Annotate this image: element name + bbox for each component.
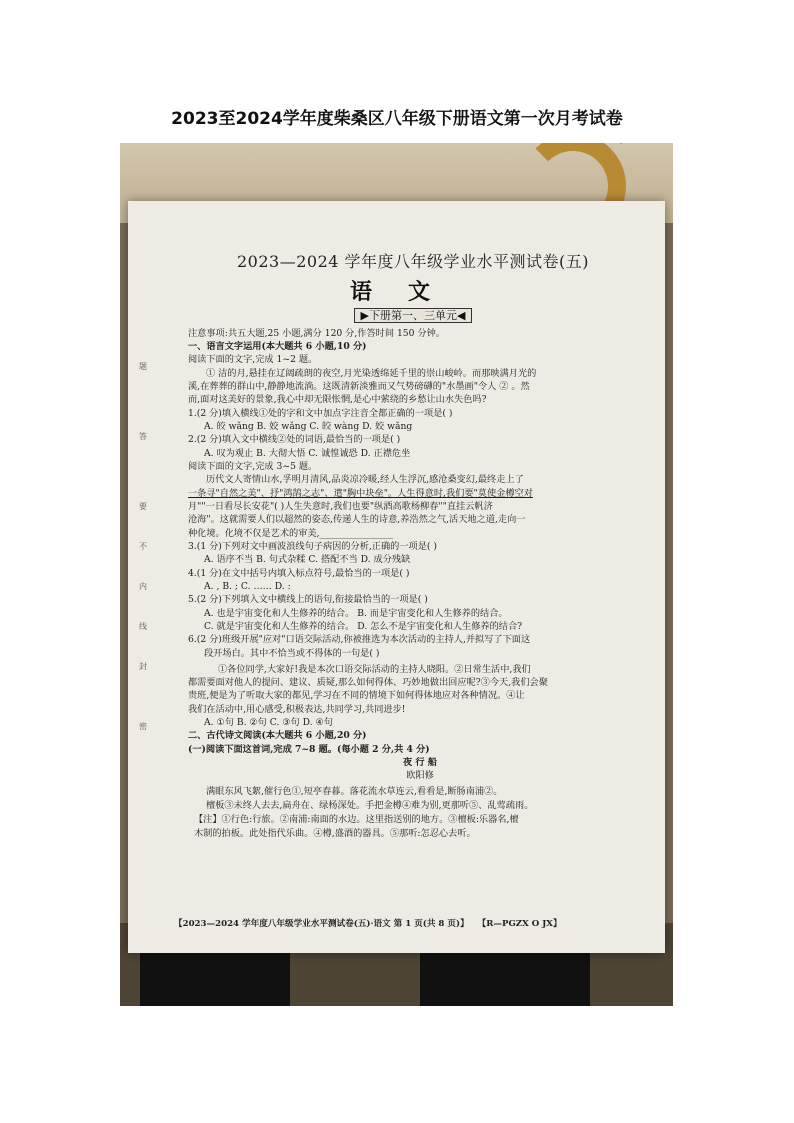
binding-char: 答 bbox=[139, 432, 147, 441]
question-line: 5.(2 分)下列填入文中横线上的语句,衔接最恰当的一项是( ) bbox=[188, 594, 428, 605]
instruction-line: 阅读下面的文字,完成 3~5 题。 bbox=[188, 461, 318, 472]
question-line: 4.(1 分)在文中括号内填入标点符号,最恰当的一项是( ) bbox=[188, 568, 410, 579]
page-title: 2023至2024学年度柴桑区八年级下册语文第一次月考试卷 bbox=[171, 109, 623, 129]
question-line: 6.(2 分)班级开展"应对"口语交际活动,你被推选为本次活动的主持人,并拟写了下面这 bbox=[188, 634, 531, 645]
binding-char: 要 bbox=[139, 502, 147, 511]
exam-paper bbox=[128, 201, 665, 953]
option-line: A. ①句 B. ②句 C. ③句 D. ④句 bbox=[204, 717, 333, 728]
passage-line: 历代文人寄情山水,孚明月清风,品炎凉冷暖,经人生浮沉,感沧桑变幻,最终走上了 bbox=[206, 474, 524, 485]
binding-margin bbox=[136, 221, 156, 781]
exam-subject: 语文 bbox=[349, 279, 466, 305]
passage-line: 溪,在葬葬的群山中,静静地流淌。这既清新淡雅而又气势磅礴的"水墨画"令人 ② 。然 bbox=[188, 381, 530, 392]
poem-author: 欧阳修 bbox=[406, 770, 434, 781]
passage-line: ①各位同学,大家好!我是本次口语交际活动的主持人晓阳。②日常生活中,我们 bbox=[218, 664, 531, 675]
question-line: 段开场白。其中不恰当或不得体的一句是( ) bbox=[204, 648, 380, 659]
option-line: C. 就是宇宙变化和人生修养的结合。 D. 怎么不是宇宙变化和人生修养的结合? bbox=[204, 621, 523, 632]
passage-line: 而,面对这美好的景象,我心中却无限怅惘,是心中萦绕的乡愁让山水失色吗? bbox=[188, 394, 487, 405]
poem-line: 檀板③未终人去去,扁舟在、绿杨深处。手把金樽④难为别,更那听⑤、乱莺疏雨。 bbox=[206, 800, 534, 811]
note-line: 【注】①行色:行旅。②南浦:南面的水边。这里指送别的地方。③檀板:乐器名,檀 bbox=[194, 814, 519, 825]
question-line: 3.(1 分)下列对文中画波浪线句子病因的分析,正确的一项是( ) bbox=[188, 541, 438, 552]
binding-char: 密 bbox=[139, 722, 147, 731]
footer-info: 【2023—2024 学年度八年级学业水平测试卷(五)·语文 第 1 页(共 8 页)】 bbox=[174, 919, 469, 929]
binding-char: 线 bbox=[139, 622, 147, 631]
passage-line: 我们在活动中,用心感受,积极表达,共同学习,共同进步! bbox=[188, 704, 406, 715]
question-line: 2.(2 分)填入文中横线②处的词语,最恰当的一项是( ) bbox=[188, 434, 401, 445]
exam-scope bbox=[346, 307, 480, 323]
option-line: A. 也是宇宙变化和人生修养的结合。 B. 而是宇宙变化和人生修养的结合。 bbox=[204, 608, 508, 619]
binding-char: 内 bbox=[139, 582, 147, 591]
page-footer bbox=[174, 917, 654, 929]
note-line: 木制的拍板。此处指代乐曲。④樽,盛酒的器具。⑤那听:怎忍心去听。 bbox=[194, 828, 476, 839]
poem-line: 满眼东风飞絮,催行色①,短亭春暮。落花流水草连云,看看是,断肠南浦②。 bbox=[206, 786, 503, 797]
scope-label: ▶下册第一、三单元◀ bbox=[354, 308, 473, 323]
passage-line: 贵班,便是为了听取大家的都见,学习在不同的情境下如何得体地应对各种情况。④让 bbox=[188, 690, 525, 701]
section-heading: 二、古代诗文阅读(本大题共 6 小题,20 分) bbox=[188, 730, 367, 741]
option-line: A. 叹为观止 B. 大彻大悟 C. 诚惶诚恐 D. 正襟危坐 bbox=[204, 448, 411, 459]
footer-code: 【R—PGZX O JX】 bbox=[477, 919, 562, 929]
passage-line: 一条寻"自然之美"、抒"鸿鹄之志"、遣"胸中块垒"。人生得意时,我们要"莫使金樽空对 bbox=[188, 488, 533, 499]
binding-char: 题 bbox=[139, 362, 147, 371]
passage-line: 都需要面对他人的提问、建议、质疑,那么如何得体、巧妙地做出回应呢?③今天,我们会聚 bbox=[188, 677, 548, 688]
option-line: A. , B. ; C. …… D. : bbox=[204, 581, 291, 592]
option-line: A. 皎 wǎng B. 姣 wǎng C. 皎 wàng D. 姣 wǎng bbox=[204, 421, 413, 432]
passage-line: ① 洁的月,悬挂在辽阔疏朗的夜空,月光染透绵延千里的崇山峻岭。而那映满月光的 bbox=[206, 368, 537, 379]
poem-title: 夜 行 船 bbox=[403, 757, 437, 768]
instruction-line: 阅读下面的文字,完成 1~2 题。 bbox=[188, 354, 318, 365]
option-line: A. 语序不当 B. 句式杂糅 C. 搭配不当 D. 成分残缺 bbox=[204, 554, 411, 565]
binding-char: 不 bbox=[139, 542, 147, 551]
exam-photo bbox=[120, 143, 673, 1006]
passage-line: 月""一日看尽长安花"( )人生失意时,我们也要"纵酒高歌杨柳春""直挂云帆济 bbox=[188, 501, 493, 512]
exam-title: 2023—2024 学年度八年级学业水平测试卷(五) bbox=[236, 252, 589, 271]
question-line: 1.(2 分)填入横线①处的字和文中加点字注音全都正确的一项是( ) bbox=[188, 408, 453, 419]
section-heading: 一、语言文字运用(本大题共 6 小题,10 分) bbox=[188, 341, 367, 352]
section-heading: (一)阅读下面这首词,完成 7~8 题。(每小题 2 分,共 4 分) bbox=[188, 744, 430, 755]
passage-line: 种化境。化境不仅是艺术的审美,________________ bbox=[188, 528, 394, 539]
passage-line: 沧海"。这就需要人们以超然的姿态,传递人生的诗意,养浩然之气,活天地之道,走向一 bbox=[188, 514, 526, 525]
binding-char: 封 bbox=[139, 662, 147, 671]
notice-line: 注意事项:共五大题,25 小题,满分 120 分,作答时间 150 分钟。 bbox=[188, 328, 445, 339]
